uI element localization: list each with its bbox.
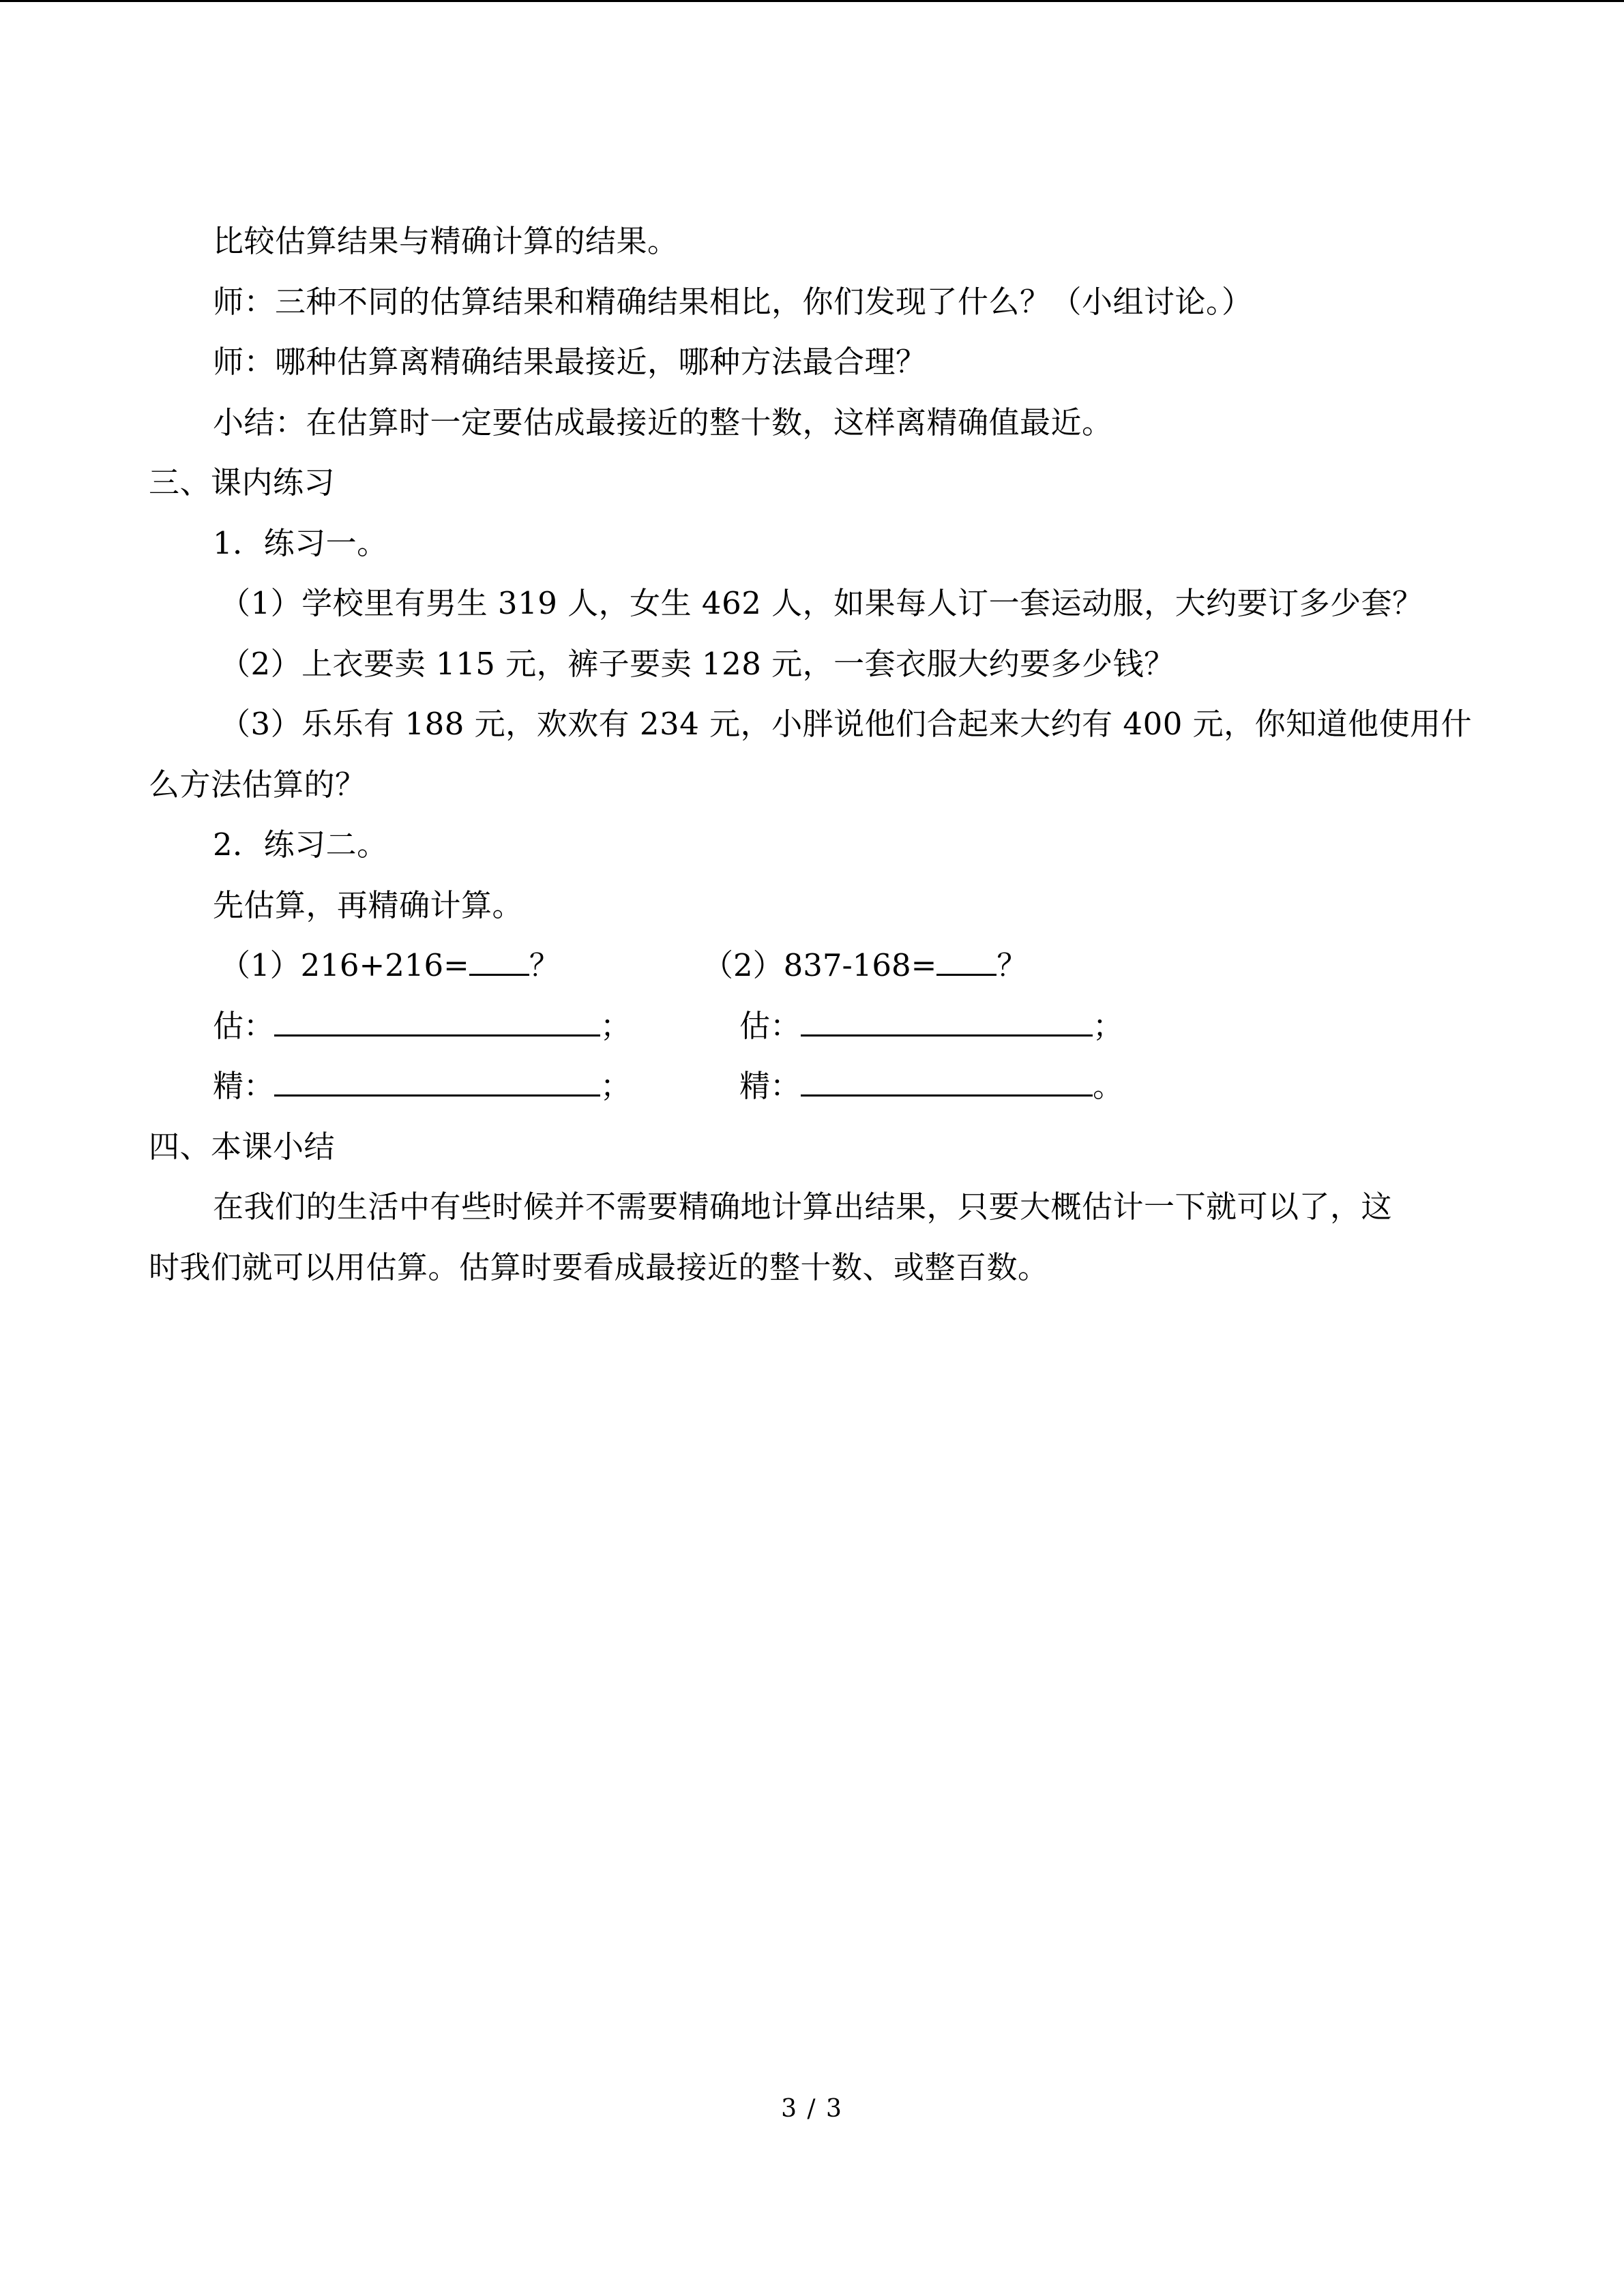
problem-2-blank[interactable] xyxy=(936,938,996,976)
exact-1 xyxy=(213,1056,631,1117)
estimate-1-semicolon: ； xyxy=(600,1007,632,1044)
paragraph-teacher-question-1: 师：三种不同的估算结果和精确结果相比，你们发现了什么？（小组讨论。） xyxy=(213,283,1253,320)
exercise-2-instruction: 先估算，再精确计算。 xyxy=(213,886,524,923)
exercise-1-question-3-line-2: 么方法估算的？ xyxy=(149,766,366,803)
page-number: 3 / 3 xyxy=(781,2095,843,2123)
section-heading-summary: 四、本课小结 xyxy=(149,1128,336,1165)
estimate-1-blank[interactable] xyxy=(274,999,600,1037)
exact-2-period: 。 xyxy=(1093,1068,1124,1104)
problem-2-expression: （2）837-168= xyxy=(703,947,937,983)
estimate-2 xyxy=(739,996,1123,1057)
exercise-2-title: 2．练习二。 xyxy=(213,826,388,863)
estimate-1-label: 估： xyxy=(213,1007,275,1044)
exact-1-blank[interactable] xyxy=(274,1059,600,1097)
exact-1-label: 精： xyxy=(213,1068,275,1104)
estimate-2-label: 估： xyxy=(739,1007,801,1044)
exercise-1-question-2: （2）上衣要卖 115 元，裤子要卖 128 元，一套衣服大约要多少钱？ xyxy=(220,645,1175,682)
problem-2-question-mark: ？ xyxy=(996,947,1028,983)
estimate-1 xyxy=(213,996,631,1057)
document-body xyxy=(149,211,1475,1298)
paragraph-summary-note: 小结：在估算时一定要估成最接近的整十数，这样离精确值最近。 xyxy=(213,404,1113,441)
exercise-2-problems-row xyxy=(149,936,1475,996)
paragraph-teacher-question-2: 师：哪种估算离精确结果最接近，哪种方法最合理？ xyxy=(213,344,927,380)
problem-1-blank[interactable] xyxy=(469,938,529,976)
estimate-2-blank[interactable] xyxy=(801,999,1093,1037)
exercise-1-title: 1．练习一。 xyxy=(213,524,388,561)
exercise-1-question-1: （1）学校里有男生 319 人，女生 462 人，如果每人订一套运动服，大约要订多少套？ xyxy=(220,585,1423,621)
exact-2-blank[interactable] xyxy=(801,1059,1093,1097)
paragraph-compare: 比较估算结果与精确计算的结果。 xyxy=(213,223,679,259)
page-top-border xyxy=(0,0,1624,2)
problem-1-expression: （1）216+216= xyxy=(220,947,469,983)
summary-line-1: 在我们的生活中有些时候并不需要精确地计算出结果，只要大概估计一下就可以了，这 xyxy=(213,1189,1393,1225)
exact-row xyxy=(149,1056,1475,1117)
estimate-2-semicolon: ； xyxy=(1093,1007,1124,1044)
problem-1-question-mark: ？ xyxy=(529,947,560,983)
summary-line-2: 时我们就可以用估算。估算时要看成最接近的整十数、或整百数。 xyxy=(149,1249,1049,1285)
section-heading-practice: 三、课内练习 xyxy=(149,464,336,501)
exercise-1-question-3-line-1: （3）乐乐有 188 元，欢欢有 234 元，小胖说他们合起来大约有 400 元，你知道他使用什 xyxy=(220,706,1473,742)
exercise-2-problem-1 xyxy=(220,936,560,996)
exact-2-label: 精： xyxy=(739,1068,801,1104)
exercise-2-problem-2 xyxy=(703,936,1027,996)
exact-2 xyxy=(739,1056,1123,1117)
estimate-row xyxy=(149,996,1475,1057)
exact-1-semicolon: ； xyxy=(600,1068,632,1104)
